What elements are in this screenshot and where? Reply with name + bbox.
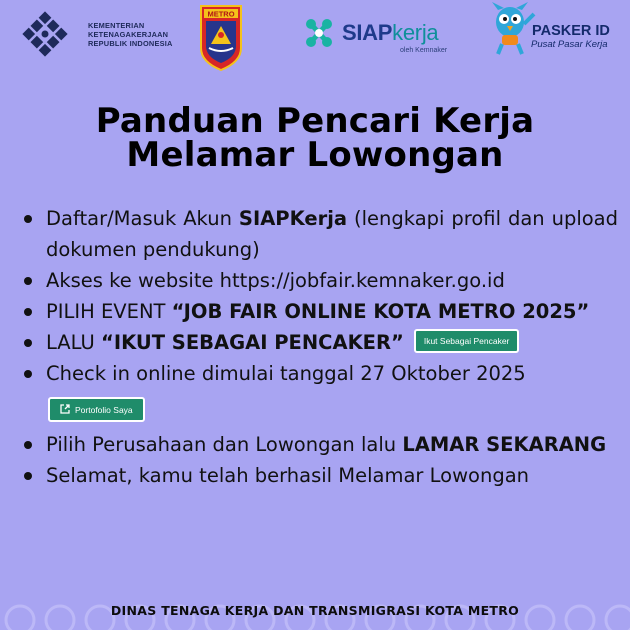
step-1-bold: SIAPKerja: [238, 207, 348, 230]
siapkerja-title: [342, 20, 438, 46]
siapkerja-logo-icon: [302, 16, 336, 50]
headline-line-1: Panduan Pencari Kerja: [95, 101, 535, 141]
step-1-post: (lengkapi profil dan upload dokumen pendukung): [46, 207, 618, 261]
footer-agency: DINAS TENAGA KERJA DAN TRANSMIGRASI KOTA METRO: [110, 603, 520, 618]
step-5-text: Check in online dimulai tanggal 27 Oktober 2025: [46, 362, 526, 385]
kemnaker-line1: KEMENTERIAN: [88, 21, 145, 30]
step-3: [20, 296, 618, 327]
portofolio-saya-button[interactable]: [48, 397, 145, 422]
step-4-pre: LALU: [46, 331, 102, 354]
kemnaker-line2: KETENAGAKERJAAN: [88, 30, 169, 39]
portfolio-button-row: [20, 389, 618, 423]
step-6-pre: Pilih Perusahaan dan Lowongan lalu: [46, 433, 403, 456]
portofolio-saya-label: Portofolio Saya: [75, 405, 133, 415]
siapkerja-brand-a: SIAP: [342, 20, 393, 45]
ikut-sebagai-pencaker-button[interactable]: Ikut Sebagai Pencaker: [414, 329, 520, 353]
bullet-icon: [24, 308, 32, 316]
external-link-icon: [60, 404, 70, 414]
step-7: [20, 460, 618, 491]
kemnaker-logo: [14, 8, 184, 64]
kemnaker-logo-icon: [14, 8, 76, 60]
metro-badge-text: METRO: [207, 9, 235, 19]
bullet-icon: [24, 472, 32, 480]
step-3-bold: “JOB FAIR ONLINE KOTA METRO 2025”: [171, 300, 590, 323]
bullet-icon: [24, 339, 32, 347]
step-1-pre: Daftar/Masuk Akun: [46, 207, 239, 230]
bullet-icon: [24, 215, 32, 223]
steps-list: [20, 203, 618, 491]
pasker-logo: [488, 0, 620, 60]
step-4: [20, 327, 618, 358]
step-6: [20, 429, 618, 460]
bullet-icon: [24, 277, 32, 285]
step-1: [20, 203, 618, 265]
step-2: [20, 265, 618, 296]
kemnaker-text: [88, 21, 173, 48]
step-5: [20, 358, 618, 389]
siapkerja-subtitle: oleh Kemnaker: [400, 47, 448, 54]
bullet-icon: [24, 370, 32, 378]
step-6-bold: LAMAR SEKARANG: [402, 433, 607, 456]
step-4-bold: “IKUT SEBAGAI PENCAKER”: [101, 331, 404, 354]
step-2-text: Akses ke website https://jobfair.kemnaker.go.id: [46, 269, 505, 292]
headline-line-2: Melamar Lowongan: [126, 135, 504, 175]
bullet-icon: [24, 441, 32, 449]
siapkerja-brand-b: kerja: [392, 20, 439, 45]
kemnaker-line3: REPUBLIK INDONESIA: [88, 39, 173, 48]
step-3-pre: PILIH EVENT: [46, 300, 172, 323]
pasker-subtitle: Pusat Pasar Kerja: [531, 39, 608, 50]
metro-crest-icon: [198, 4, 244, 72]
step-7-text: Selamat, kamu telah berhasil Melamar Lowongan: [46, 464, 530, 487]
siapkerja-logo: [302, 14, 462, 58]
pasker-title: PASKER ID: [532, 23, 610, 39]
